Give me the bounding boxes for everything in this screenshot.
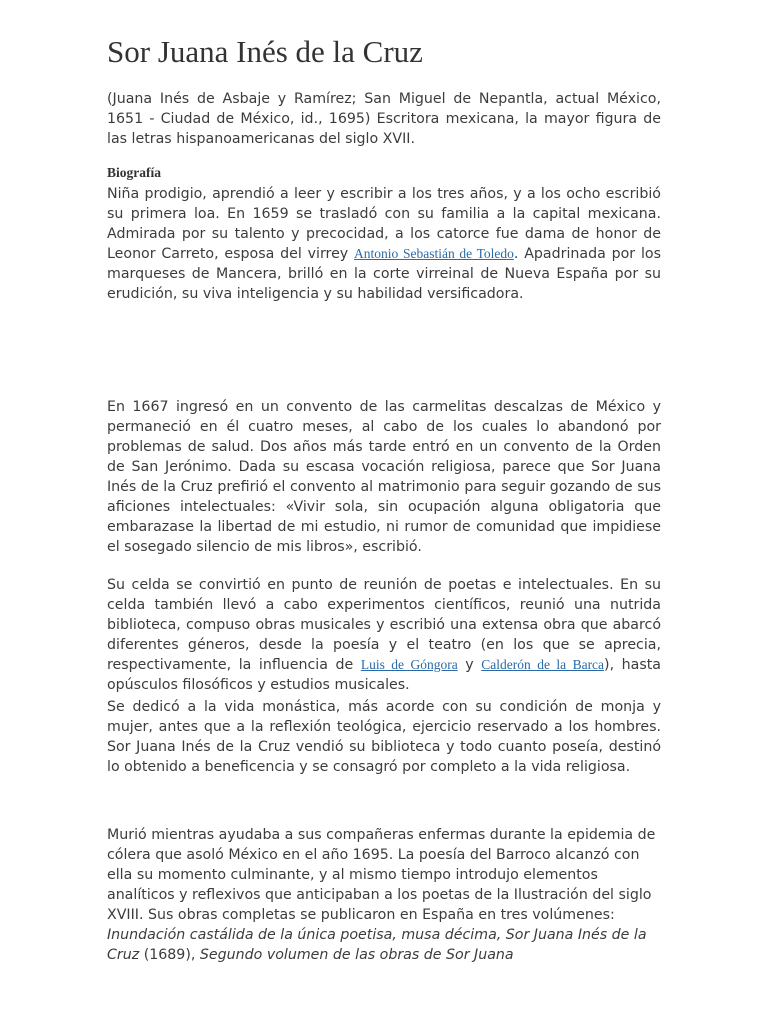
convent-paragraph: En 1667 ingresó en un convento de las carmelitas descalzas de México y permaneció en él cuatro meses, al cabo de los cuales lo abandonó por problemas de salud. Dos años más tarde entró en un convento de la Orden de San Jerónimo. Dada su escasa vocación religiosa, parece que Sor Juana Inés de la Cruz prefirió el convento al matrimonio para seguir gozando de sus aficiones intelectuales: «Vivir sola, sin ocupación alguna obligatoria que embarazase la libertad de mi estudio, ni rumor de comunidad que impidiese el sosegado silencio de mis libros», escribió. <box>107 399 661 555</box>
death-works-paragraph <box>107 825 661 965</box>
work-title-1: Inundación castálida de la única poetisa, musa décima, Sor Juana Inés de la Cruz <box>107 927 647 963</box>
intro-paragraph: (Juana Inés de Asbaje y Ramírez; San Miguel de Nepantla, actual México, 1651 - Ciudad de México, id., 1695) Escritora mexicana, la mayor figura de las letras hispanoamericanas del siglo XVII. <box>107 91 661 147</box>
cell-text-end: ), hasta opúsculos filosóficos y estudios musicales. <box>107 657 662 693</box>
biography-text-start: Niña prodigio, aprendió a leer y escribir a los tres años, y a los ocho escribió su primera loa. En 1659 se trasladó con su familia a la capital mexicana. Admirada por su talento y precocidad, a los catorce fue dama de honor de Leonor Carreto, esposa del virrey <box>107 186 661 262</box>
biography-paragraph <box>107 184 661 304</box>
monastic-life-paragraph: Se dedicó a la vida monástica, más acorde con su condición de monja y mujer, antes que a la reflexión teológica, ejercicio reservado a los hombres. Sor Juana Inés de la Cruz vendió su biblioteca y todo cuanto poseía, destinó lo obtenido a beneficencia y se consagró por completo a la vida religiosa. <box>107 699 661 775</box>
biography-heading: Biografía <box>107 165 161 180</box>
work-title-2: Segundo volumen de las obras de Sor Juana <box>199 947 514 963</box>
biography-text-end: . Apadrinada por los marqueses de Mancera, brilló en la corte virreinal de Nueva España por su erudición, su viva inteligencia y su habilidad versificadora. <box>107 246 661 302</box>
cell-paragraph <box>107 575 661 695</box>
work-year-1: (1689), <box>139 947 200 963</box>
link-calderon-de-la-barca[interactable]: Calderón de la Barca <box>481 657 605 672</box>
link-luis-de-gongora[interactable]: Luis de Góngora <box>360 657 458 672</box>
cell-text-mid: y <box>457 657 482 673</box>
page-title: Sor Juana Inés de la Cruz <box>107 34 423 69</box>
link-antonio-sebastian-de-toledo[interactable]: Antonio Sebastián de Toledo <box>354 246 514 261</box>
cell-text-start: Su celda se convirtió en punto de reunión de poetas e intelectuales. En su celda también llevó a cabo experimentos científicos, reunió una nutrida biblioteca, compuso obras musicales y escribió una extensa obra que abarcó diferentes géneros, desde la poesía y el teatro (en los que se aprecia, respectivamente, la influencia de <box>107 577 661 673</box>
death-works-text: Murió mientras ayudaba a sus compañeras enfermas durante la epidemia de cólera que asoló México en el año 1695. La poesía del Barroco alcanzó con ella su momento culminante, y al mismo tiempo introdujo elementos analíticos y reflexivos que anticipaban a los poetas de la Ilustración del siglo XVIII. Sus obras completas se publicaron en España en tres volúmenes: <box>107 827 656 923</box>
